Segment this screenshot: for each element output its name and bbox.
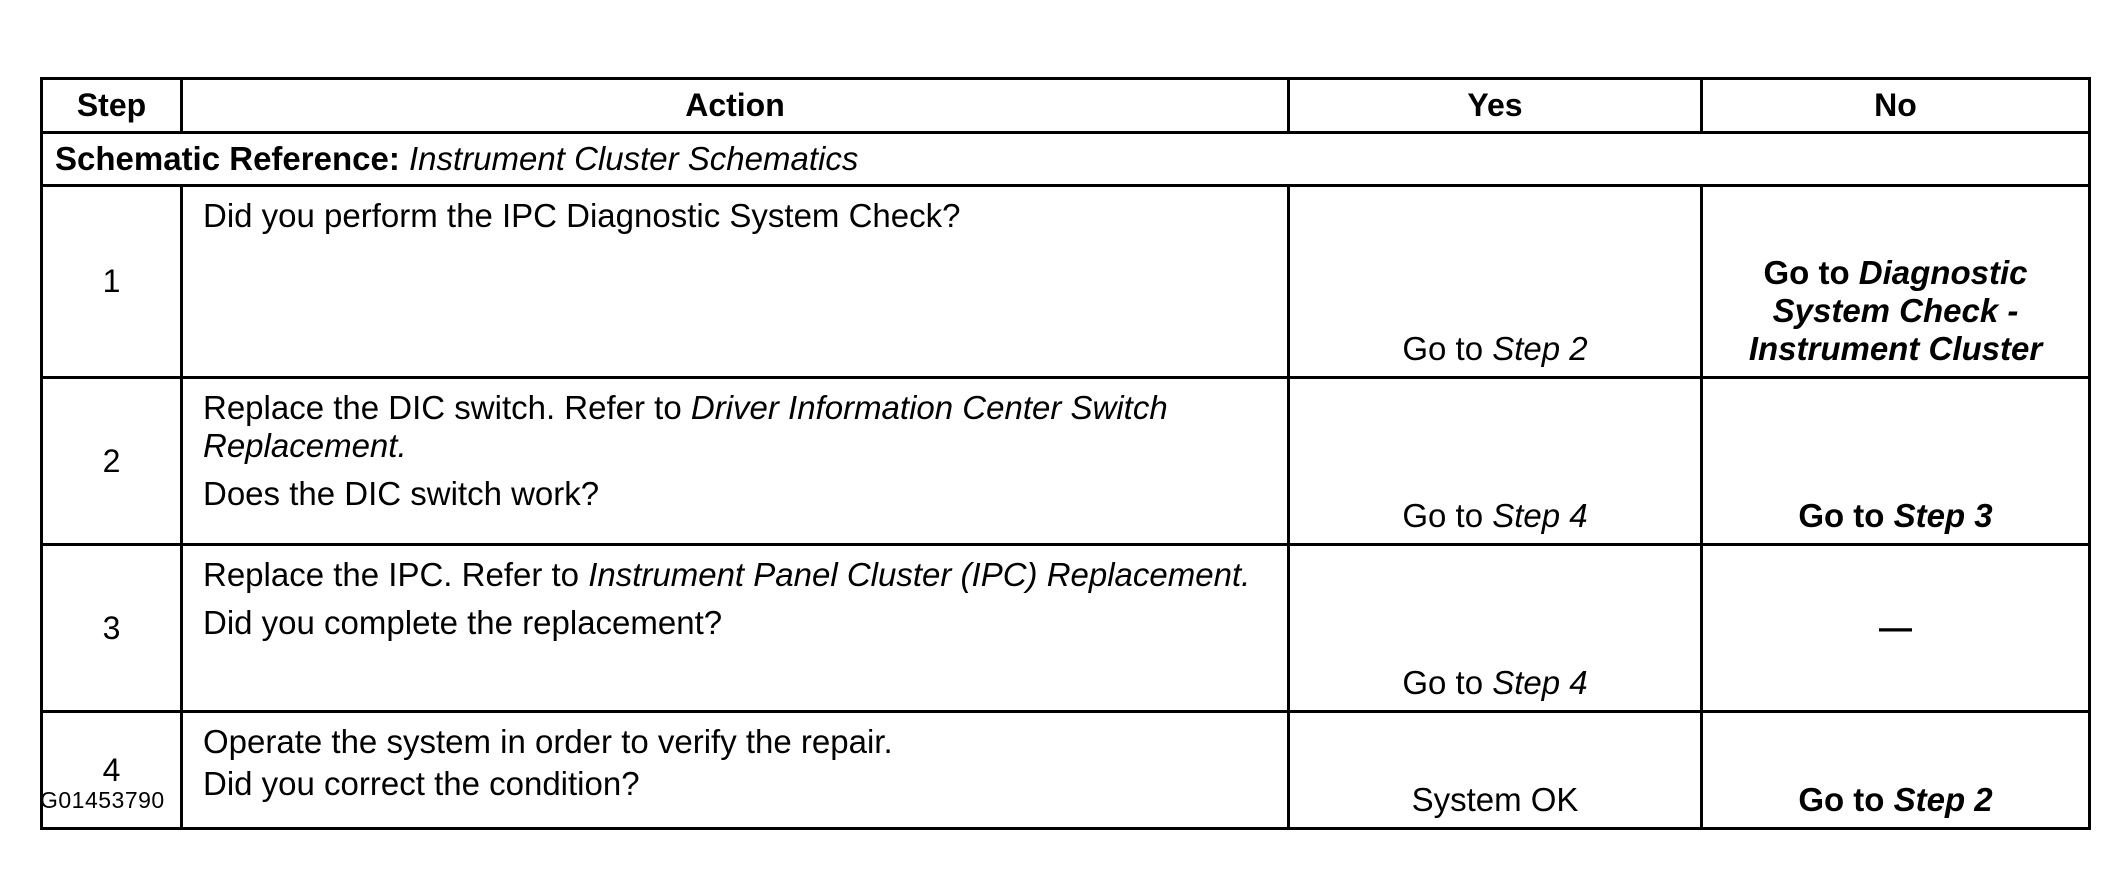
action-period: .: [1241, 556, 1251, 593]
no-prefix: Go to: [1798, 781, 1894, 818]
header-yes: Yes: [1289, 79, 1702, 133]
action-text: Replace the IPC. Refer to: [203, 556, 589, 593]
step-number: 2: [42, 378, 182, 545]
figure-id: G01453790: [40, 787, 165, 813]
no-step-link[interactable]: Step 3: [1893, 497, 1993, 534]
step-number: 1: [42, 186, 182, 378]
yes-cell: [1289, 545, 1702, 712]
action-question: Did you perform the IPC Diagnostic System Check?: [203, 197, 961, 234]
no-prefix: Go to: [1798, 497, 1894, 534]
no-dash: —: [1879, 609, 1912, 646]
schematic-reference-label: Schematic Reference:: [55, 140, 400, 177]
action-cell: [182, 186, 1289, 378]
header-no: No: [1702, 79, 2090, 133]
step-number: 4: [42, 712, 182, 829]
action-question: Does the DIC switch work?: [203, 475, 600, 512]
step-number: 3: [42, 545, 182, 712]
action-cell: [182, 712, 1289, 829]
header-step: Step: [42, 79, 182, 133]
yes-cell: [1289, 378, 1702, 545]
yes-prefix: Go to: [1402, 497, 1493, 534]
no-cell: [1702, 378, 2090, 545]
action-period: .: [397, 427, 407, 464]
table-row: [42, 545, 2090, 712]
action-question: Did you complete the replacement?: [203, 604, 723, 641]
action-cell: [182, 545, 1289, 712]
schematic-reference-row: [42, 133, 2090, 186]
action-instruction: [203, 556, 1273, 594]
no-cell: [1702, 712, 2090, 829]
diagnostic-table: [40, 77, 2091, 830]
no-diagnostic-link[interactable]: Diagnostic System Check - Instrument Cluster: [1748, 254, 2043, 367]
yes-prefix: Go to: [1402, 664, 1493, 701]
yes-cell: [1289, 186, 1702, 378]
no-step-link[interactable]: Step 2: [1893, 781, 1993, 818]
action-instruction: [203, 389, 1273, 465]
no-cell: [1702, 545, 2090, 712]
table-row: [42, 712, 2090, 829]
table-row: [42, 378, 2090, 545]
yes-step-link[interactable]: Step 4: [1492, 497, 1588, 534]
action-text: Replace the DIC switch. Refer to: [203, 389, 691, 426]
no-prefix: Go to: [1763, 254, 1859, 291]
action-reference-link[interactable]: Driver Information Center Switch Replacement: [203, 389, 1168, 464]
action-question: Did you correct the condition?: [203, 765, 640, 802]
yes-cell: [1289, 712, 1702, 829]
yes-step-link[interactable]: Step 2: [1492, 330, 1588, 367]
yes-step-link[interactable]: Step 4: [1492, 664, 1588, 701]
action-instruction: Operate the system in order to verify the repair.: [203, 723, 893, 760]
schematic-reference-link[interactable]: Instrument Cluster Schematics: [409, 140, 859, 177]
header-row: [42, 79, 2090, 133]
yes-prefix: Go to: [1402, 330, 1493, 367]
action-reference-link[interactable]: Instrument Panel Cluster (IPC) Replacement: [588, 556, 1242, 593]
action-cell: [182, 378, 1289, 545]
table-row: [42, 186, 2090, 378]
no-cell: [1702, 186, 2090, 378]
yes-value: System OK: [1411, 781, 1579, 818]
schematic-reference-cell: [42, 133, 2090, 186]
header-action: Action: [182, 79, 1289, 133]
